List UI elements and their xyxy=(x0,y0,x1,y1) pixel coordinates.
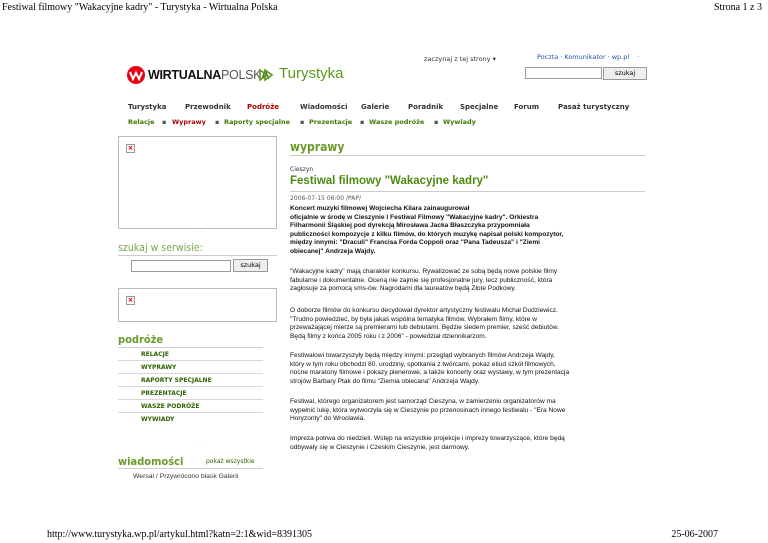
article-lead: Koncert muzyki filmowej Wojciecha Kilara zainaugurował oficjalnie w środę w Cieszynie I Festiwal Filmowy "Wakacyjne kadry". Orkiestra Filharmonii Śląskiej pod dyrekcją Mirosława Jacka Błaszczyka przypomniała publiczności kompozycje z kilku filmów, do których muzykę napisał polski kompozytor, między innymi: "Draculi" Francisa Forda Coppoli oraz "Pana Tadeusza" i "Ziemi obiecanej" Andrzeja Wajdy. xyxy=(290,205,564,255)
top-search-button[interactable]: szukaj xyxy=(603,67,647,80)
article-headline: Festiwal filmowy "Wakacyjne kadry" xyxy=(290,175,489,187)
print-footer-url: http://www.turystyka.wp.pl/artykul.html?katn=2:1&wid=8391305 xyxy=(47,529,313,540)
nav-galerie[interactable]: Galerie xyxy=(361,103,390,111)
sidebar-item-wasze-podroze[interactable]: WASZE PODRÓŻE xyxy=(118,400,263,413)
ad-placeholder-2 xyxy=(118,288,277,322)
subnav-wywiady[interactable]: Wywiady xyxy=(443,118,476,126)
start-page-link[interactable]: zaczynaj z tej strony ▾ xyxy=(424,55,496,63)
article-paragraph-4: Festiwal, którego organizatorem jest samorząd Cieszyna, w zamierzeniu organizatorów ma wypełnić lukę, która wytworzyła się w Cieszynie po przenosinach innego festiwalu - "Era Nowe Horyzonty" do Wrocławia. xyxy=(290,398,566,423)
wppl-link[interactable]: wp.pl xyxy=(611,53,630,61)
nav-poradnik[interactable]: Poradnik xyxy=(408,103,444,111)
ad-placeholder-1 xyxy=(118,136,277,229)
sidebar-search-title: szukaj w serwisie: xyxy=(118,242,203,254)
nav-pasaz[interactable]: Pasaż turystyczny xyxy=(558,103,630,111)
subnav-wyprawy[interactable]: Wyprawy xyxy=(172,118,206,126)
subnav-wasze-podroze[interactable]: Wasze podróże xyxy=(369,118,425,126)
wp-logo-text: WIRTUALNAPOLSKA xyxy=(148,68,270,82)
poczta-link[interactable]: Poczta xyxy=(537,53,559,61)
news-show-all-link[interactable]: pokaż wszystkie xyxy=(206,458,255,465)
article-location: Cieszyn xyxy=(290,166,314,173)
sidebar-item-raporty[interactable]: RAPORTY SPECJALNE xyxy=(118,374,263,387)
article-section-title: wyprawy xyxy=(290,140,345,154)
subnav-prezentacje[interactable]: Prezentacje xyxy=(309,118,353,126)
wp-logo-icon[interactable] xyxy=(126,65,146,85)
article-paragraph-1: "Wakacyjne kadry" mają charakter konkursu. Rywalizować ze sobą będą nowe polskie filmy fabularne i dokumentalne. Oceną nie zajmie się profesjonalne jury, lecz publiczność, która zagłosuje za pomocą sms-ów. Nagrodami dla laureatów będą Złote Podkowy. xyxy=(290,268,558,293)
sidebar-item-relacje[interactable]: RELACJE xyxy=(118,348,263,361)
top-links: Poczta · Komunikator · wp.pl · xyxy=(537,53,640,61)
subnav-raporty[interactable]: Raporty specjalne xyxy=(224,118,290,126)
main-nav xyxy=(0,103,768,113)
sidebar-news-title: wiadomości xyxy=(118,455,184,468)
broken-image-icon: × xyxy=(127,296,134,304)
nav-specjalne[interactable]: Specjalne xyxy=(460,103,499,111)
nav-forum[interactable]: Forum xyxy=(514,103,540,111)
broken-image-icon: × xyxy=(127,144,134,152)
nav-wiadomosci[interactable]: Wiadomości xyxy=(300,103,348,111)
sidebar-search-button[interactable]: szukaj xyxy=(233,259,268,272)
section-logo-text: Turystyka xyxy=(279,65,344,82)
subnav-relacje[interactable]: Relacje xyxy=(128,118,155,126)
article-paragraph-5: Impreza potrwa do niedzieli. Wstęp na wszystkie projekcje i imprezy towarzyszące, które będą odbywały się w Cieszynie i Czeskim Cieszynie, jest darmowy. xyxy=(290,435,565,451)
article-meta: 2006-07-15 06:00 /PAP/ xyxy=(290,195,361,202)
sidebar-podroze-title: podróże xyxy=(118,333,164,346)
nav-podroze[interactable]: Podróże xyxy=(247,103,280,111)
nav-turystyka[interactable]: Turystyka xyxy=(128,103,167,111)
sidebar-item-wywiady[interactable]: WYWIADY xyxy=(141,416,175,423)
arrow-logo-icon xyxy=(258,67,274,81)
article-paragraph-2: O doborze filmów do konkursu decydował dyrektor artystyczny festiwalu Michał Dudziewicz. "Trudno powiedzieć, by była jakaś wspólna tematyka filmów. Wybrałem filmy, które w przeważającej mierze są premierami lub debiutami. Będzie siedem premier, sześć debiutów. Będą filmy z końca 2005 roku i z 2006" - powiedział dziennikarzom. xyxy=(290,307,559,340)
sub-nav: Relacje ▪ Wyprawy ▪ Raporty specjalne ▪ Prezentacje ▪ Wasze podróże ▪ Wywiady xyxy=(128,118,476,126)
print-header-title: Festiwal filmowy "Wakacyjne kadry" - Turystyka - Wirtualna Polska xyxy=(2,2,278,13)
sidebar-item-wyprawy[interactable]: WYPRAWY xyxy=(118,361,263,374)
top-search-input[interactable] xyxy=(525,67,602,79)
nav-przewodnik[interactable]: Przewodnik xyxy=(185,103,231,111)
article-paragraph-3: Festiwalowi towarzyszyły będą między innymi: przegląd wybranych filmów Andrzeja Wajdy, który w tym roku obchodzi 80. urodziny, spotkania z twórcami, pokaz etiud szkół filmowych, nocne maratony filmowe i pokazy plenerowe, a także koncerty oraz wystawy, w tym prezentacja strojów Barbary Ptak do filmu "Ziemia obiecana" Andrzeja Wajdy. xyxy=(290,352,570,385)
news-item-link[interactable]: Wersal / Przywrócono blask Galerii xyxy=(133,473,239,480)
print-header-page: Strona 1 z 3 xyxy=(713,2,762,13)
sidebar-item-prezentacje[interactable]: PREZENTACJE xyxy=(118,387,263,400)
sidebar-search-input[interactable] xyxy=(131,260,231,272)
komunikator-link[interactable]: Komunikator xyxy=(564,53,606,61)
print-footer-date: 25-06-2007 xyxy=(671,529,718,540)
